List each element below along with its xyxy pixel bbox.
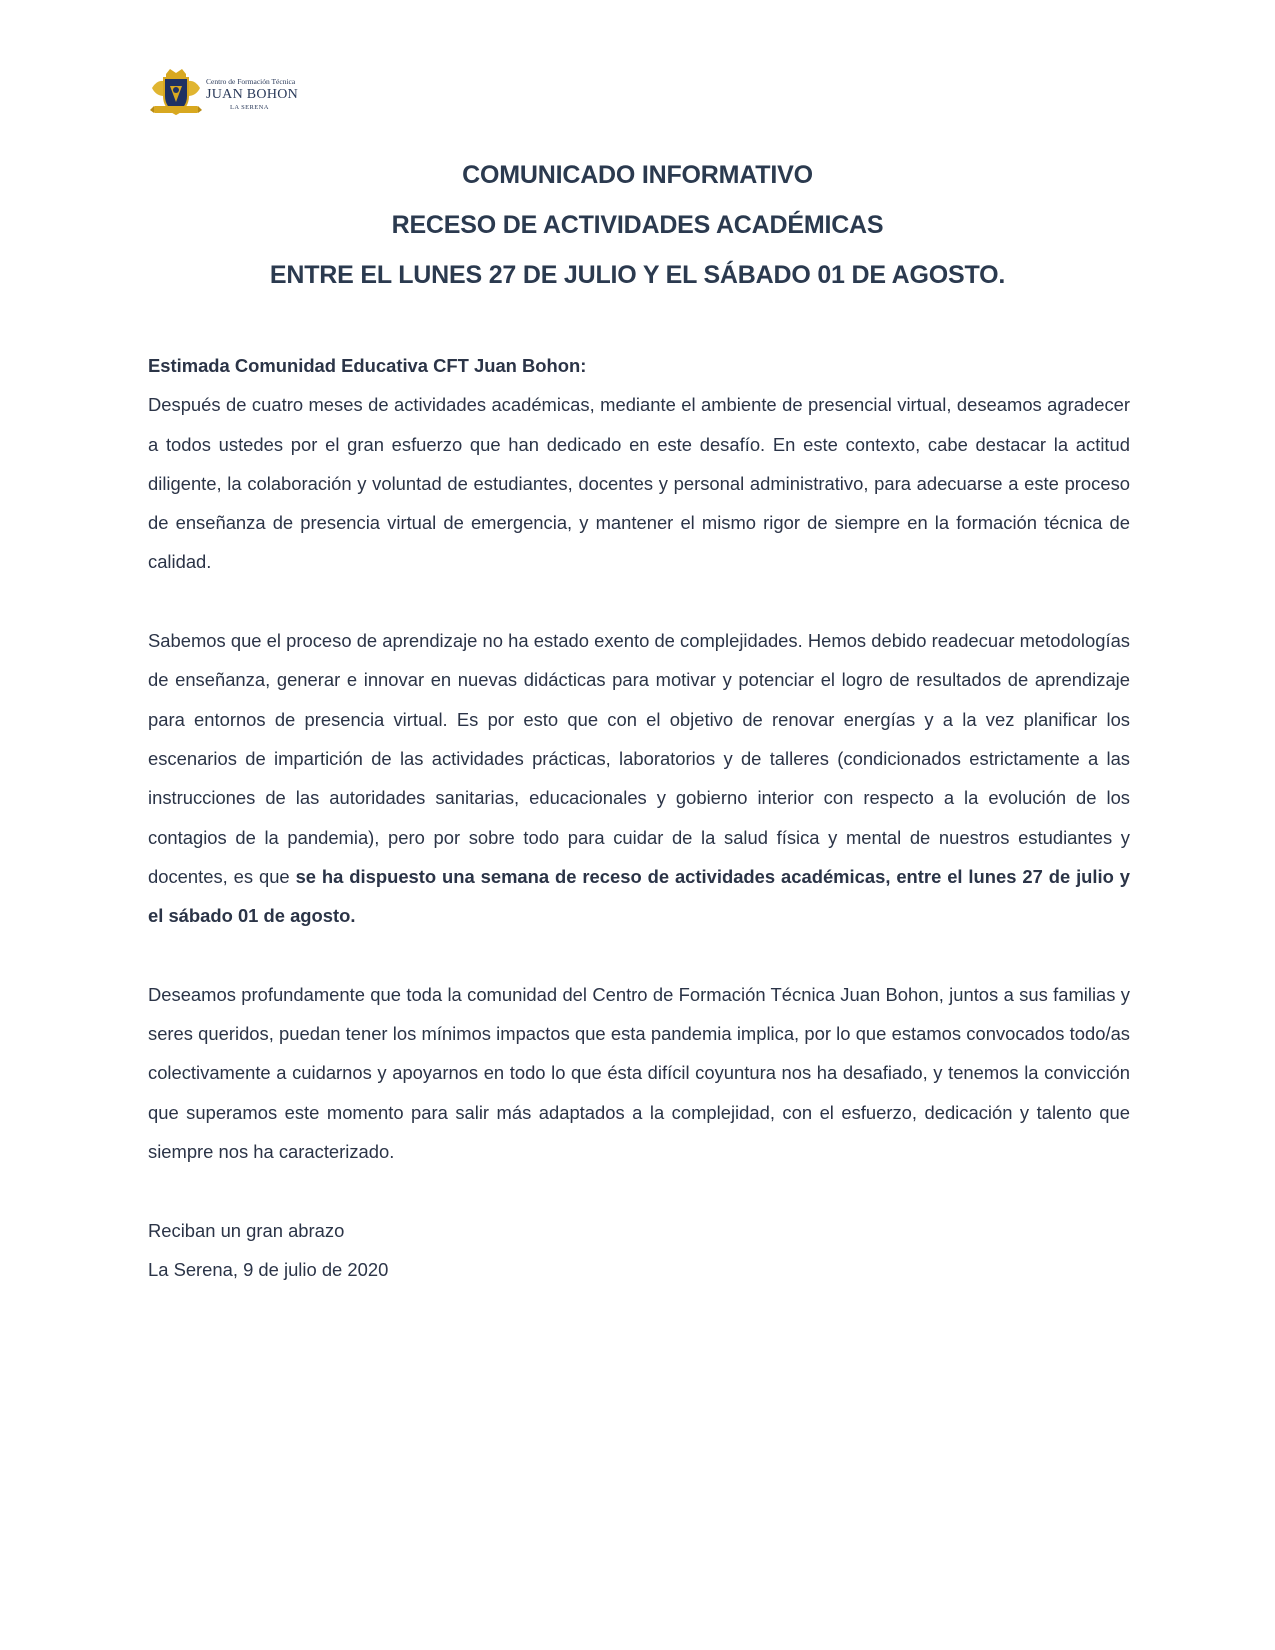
paragraph-3: Deseamos profundamente que toda la comunidad del Centro de Formación Técnica Juan Bohon, juntos a sus familias y seres queridos, puedan tener los mínimos impactos que esta pandemia implica, por lo que estamos convocados todo/as colectivamente a cuidarnos y apoyarnos en todo lo que ésta difícil coyuntura nos ha desafiado, y tenemos la convicción que superamos este momento para salir más adaptados a la complejidad, con el esfuerzo, dedicación y talento que siempre nos ha caracterizado. — [148, 983, 1130, 1162]
logo-name: JUAN BOHON — [206, 86, 299, 102]
document-date-range: ENTRE EL LUNES 27 DE JULIO Y EL SÁBADO 01 DE AGOSTO. — [269, 261, 1006, 289]
institution-logo — [148, 66, 298, 120]
shield-crest-icon — [148, 66, 204, 120]
paragraph-2-text: Sabemos que el proceso de aprendizaje no ha estado exento de complejidades. Hemos debido readecuar metodologías de enseñanza, generar e innovar en nuevas didácticas para motivar y potenciar el logro de resultados de aprendizaje para entornos de presencia virtual. Es por esto que con el objetivo de renovar energías y a la vez planificar los escenarios de impartición de las actividades prácticas, laboratorios y de talleres (condicionados estrictamente a las instrucciones de las autoridades sanitarias, educacionales y gobierno interior con respecto a la evolución de los contagios de la pandemia), pero por sobre todo para cuidar de la salud física y mental de nuestros estudiantes y docentes, es que — [148, 630, 1130, 887]
document-title-block — [0, 158, 1275, 308]
paragraph-2 — [148, 621, 1130, 935]
place-and-date: La Serena, 9 de julio de 2020 — [148, 1258, 389, 1280]
paragraph-1: Después de cuatro meses de actividades académicas, mediante el ambiente de presencial virtual, deseamos agradecer a todos ustedes por el gran esfuerzo que han dedicado en este desafío. En este contexto, cabe destacar la actitud diligente, la colaboración y voluntad de estudiantes, docentes y personal administrativo, para adecuarse a este proceso de enseñanza de presencia virtual de emergencia, y mantener el mismo rigor de siempre en la formación técnica de calidad. — [148, 394, 1130, 573]
greeting: Estimada Comunidad Educativa CFT Juan Bohon: — [148, 355, 587, 376]
document-title: COMUNICADO INFORMATIVO — [462, 161, 813, 189]
logo-subtitle: Centro de Formación Técnica — [206, 77, 296, 86]
paragraph-2-highlight: se ha dispuesto una semana de receso de actividades académicas, entre el lunes 27 de julio y el sábado 01 de agosto. — [148, 865, 1130, 927]
document-subtitle: RECESO DE ACTIVIDADES ACADÉMICAS — [391, 211, 884, 239]
logo-location: LA SERENA — [230, 103, 269, 111]
letter-body — [148, 346, 1130, 1289]
closing-salutation: Reciban un gran abrazo — [148, 1219, 345, 1241]
